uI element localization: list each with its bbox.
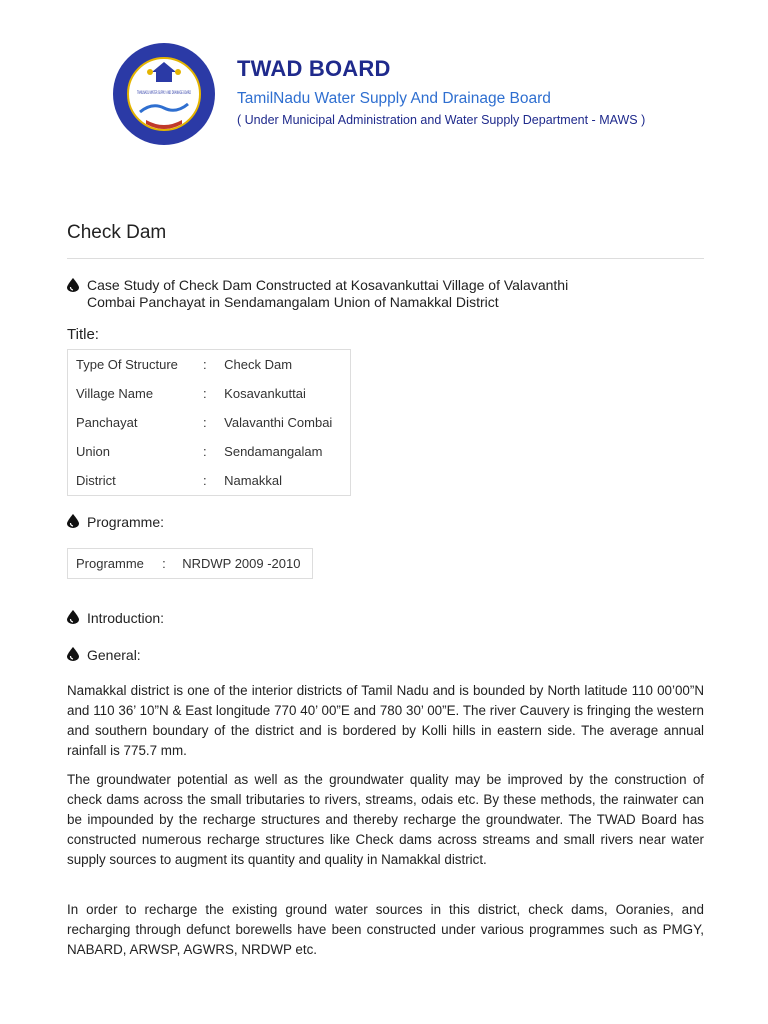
paragraph-recharge: In order to recharge the existing ground water sources in this district, check dams, Ooranies, and recharging through defunct borewells have been constructed under various programmes such as PMGY, NABARD, ARWSP, AGWRS, NRDWP etc.	[67, 902, 704, 957]
table-value: NRDWP 2009 -2010	[182, 556, 301, 571]
general-heading-text: General:	[87, 647, 141, 663]
table-value: Check Dam	[224, 357, 293, 372]
introduction-heading-text: Introduction:	[87, 610, 165, 626]
table-key: District	[76, 473, 116, 488]
table-row	[68, 437, 351, 466]
table-value: Valavanthi Combai	[224, 415, 333, 430]
org-subtitle: TamilNadu Water Supply And Drainage Board	[237, 90, 551, 107]
paragraph-general: Namakkal district is one of the interior districts of Tamil Nadu and is bounded by North latitude 110 00’00”N and 110 36’ 10”N & East longitude 770 40’ 00”E and 780 30’ 00”E. The river Cauvery is fringing the western and southern boundary of the district and is bordered by Kolli hills in eastern side. The average annual rainfall is 775.7 mm.	[67, 683, 704, 758]
water-drop-icon	[67, 610, 79, 624]
table-value: Sendamangalam	[224, 444, 323, 459]
water-drop-icon	[67, 514, 79, 528]
programme-heading-text: Programme:	[87, 514, 165, 530]
title-table	[67, 349, 351, 496]
table-separator: :	[203, 444, 207, 459]
table-key: Union	[76, 444, 110, 459]
case-study-line-1: Case Study of Check Dam Constructed at Kosavankuttai Village of Valavanthi	[87, 277, 569, 293]
table-separator: :	[203, 473, 207, 488]
table-separator: :	[203, 386, 207, 401]
org-department: ( Under Municipal Administration and Water Supply Department - MAWS )	[237, 113, 646, 127]
paragraph-groundwater: The groundwater potential as well as the groundwater quality may be improved by the construction of check dams across the small tributaries to rivers, streams, odais etc. By these methods, the rainwater can be impounded by the recharge structures and thereby recharge the groundwater. The TWAD Board has constructed numerous recharge structures like Check dams across streams and small rivers near water supply sources to augment its quantity and quality in Namakkal district.	[67, 772, 704, 867]
table-value: Namakkal	[224, 473, 282, 488]
table-separator: :	[203, 357, 207, 372]
table-separator: :	[203, 415, 207, 430]
water-drop-icon	[67, 647, 79, 661]
case-study-line-2: Combai Panchayat in Sendamangalam Union of Namakkal District	[87, 294, 499, 310]
table-separator: :	[162, 556, 166, 571]
table-key: Type Of Structure	[76, 357, 178, 372]
table-row	[68, 549, 313, 579]
water-drop-icon	[67, 278, 79, 292]
title-divider	[67, 258, 704, 259]
table-key: Programme	[76, 556, 144, 571]
twad-logo	[112, 42, 216, 146]
table-row	[68, 350, 351, 380]
table-row	[68, 408, 351, 437]
table-key: Panchayat	[76, 415, 138, 430]
programme-table	[67, 548, 313, 579]
table-value: Kosavankuttai	[224, 386, 306, 401]
table-row	[68, 379, 351, 408]
title-label: Title:	[67, 326, 99, 343]
org-title: TWAD BOARD	[237, 56, 391, 81]
table-row	[68, 466, 351, 496]
logo-text	[137, 90, 192, 96]
site-header	[112, 42, 712, 152]
page-title: Check Dam	[67, 222, 167, 243]
table-key: Village Name	[76, 386, 154, 401]
